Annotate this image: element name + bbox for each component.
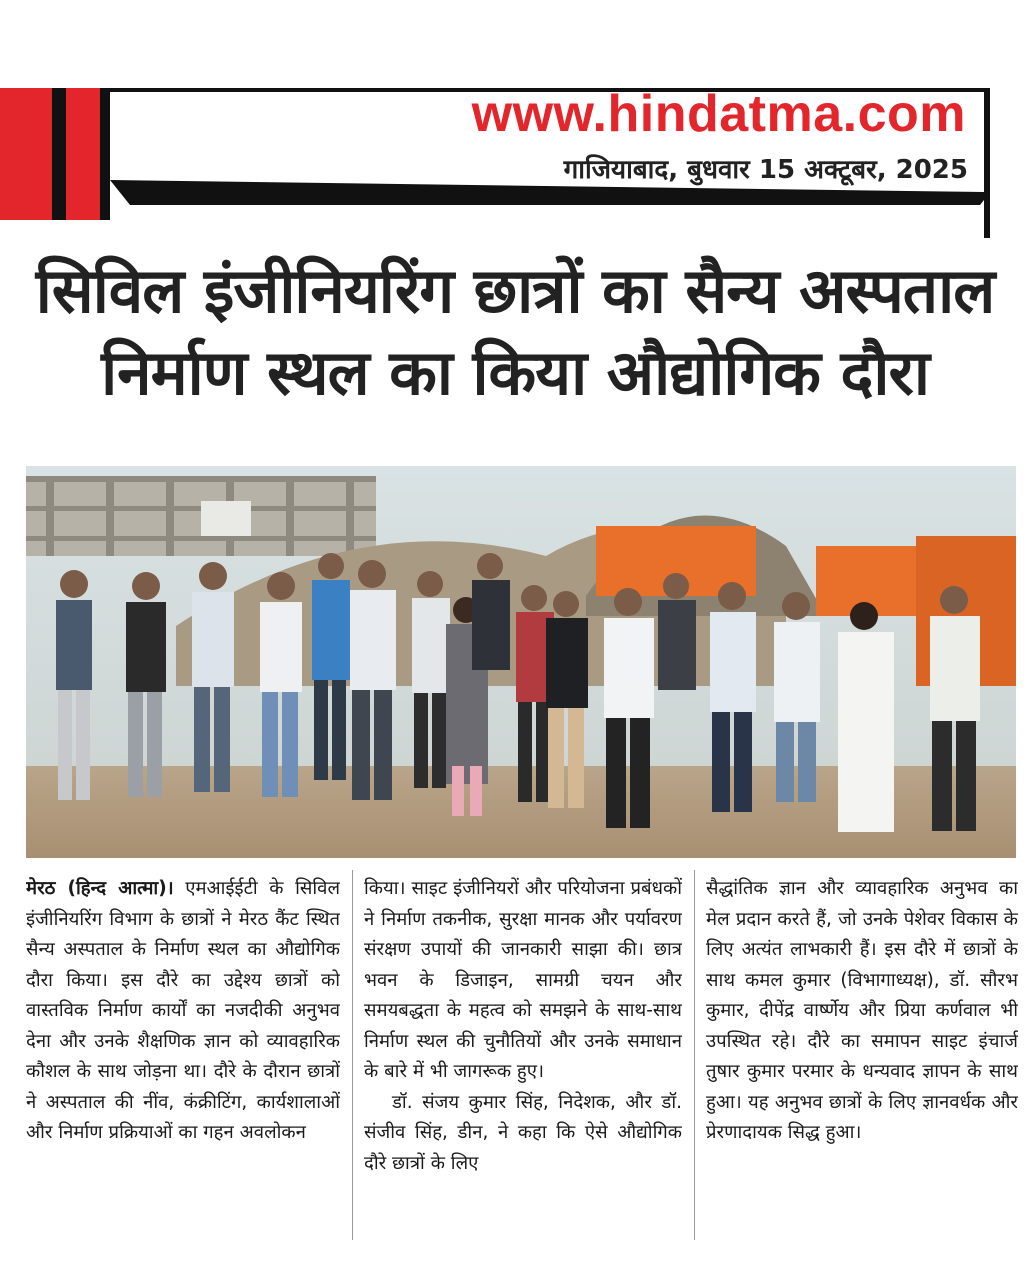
article-paragraph	[26, 874, 340, 1149]
headline-line-2: निर्माण स्थल का किया औद्योगिक दौरा	[101, 336, 929, 409]
group-photo-illustration	[26, 466, 1016, 858]
article-text: एमआईईटी के सिविल इंजीनियरिंग विभाग के छात्रों ने मेरठ कैंट स्थित सैन्य अस्पताल के निर्माण स्थल का औद्योगिक दौरा किया। इस दौरे का उद्देश्य छात्रों को वास्तविक निर्माण कार्यों का नजदीकी अनुभव देना और उनके शैक्षणिक ज्ञान को व्यावहारिक कौशल के साथ जोड़ना था। दौरे के दौरान छात्रों ने अस्पताल की नींव, कंक्रीटिंग, कार्यशालाओं और निर्माण प्रक्रियाओं का गहन अवलोकन	[26, 878, 340, 1143]
article-paragraph: किया। साइट इंजीनियरों और परियोजना प्रबंधकों ने निर्माण तकनीक, सुरक्षा मानक और पर्यावरण संरक्षण उपायों की जानकारी साझा की। छात्र भवन के डिजाइन, सामग्री चयन और समयबद्धता के महत्व को समझने के साथ-साथ निर्माण स्थल की चुनौतियों और उनके समाधान के बारे में भी जागरूक हुए।	[364, 878, 682, 1082]
masthead-red-bar	[66, 88, 100, 220]
masthead-black-bar-2	[100, 88, 110, 220]
article-paragraph: डॉ. संजय कुमार सिंह, निदेशक, और डॉ. संजीव सिंह, डीन, ने कहा कि ऐसे औद्योगिक दौरे छात्रों के लिए	[364, 1091, 682, 1174]
article-column-3	[706, 874, 1018, 1240]
article-dateline: मेरठ (हिन्द आत्मा)।	[26, 878, 174, 899]
article-headline	[20, 250, 1010, 414]
article-column-2	[364, 874, 682, 1240]
article-photo	[26, 466, 1016, 858]
masthead-red-block	[0, 88, 52, 220]
article-paragraph: सैद्धांतिक ज्ञान और व्यावहारिक अनुभव का मेल प्रदान करते हैं, जो उनके पेशेवर विकास के लिए अत्यंत लाभकारी हैं। इस दौरे में छात्रों के साथ कमल कुमार (विभागाध्यक्ष), डॉ. सौरभ कुमार, दीपेंद्र वार्ष्णेय और प्रिया कर्णवाल भी उपस्थित रहे। दौरे का समापन साइट इंचार्ज तुषार कुमार परमार के धन्यवाद ज्ञापन के साथ हुआ। यह अनुभव छात्रों के लिए ज्ञानवर्धक और प्रेरणादायक सिद्ध हुआ।	[706, 878, 1018, 1143]
column-rule	[694, 870, 695, 1240]
masthead-black-bar	[52, 88, 66, 220]
column-rule	[352, 870, 353, 1240]
headline-line-1: सिविल इंजीनियरिंग छात्रों का सैन्य अस्पताल	[35, 254, 995, 327]
article-column-1	[26, 874, 340, 1240]
site-url[interactable]: www.hindatma.com	[471, 85, 966, 143]
edition-dateline: गाजियाबाद, बुधवार 15 अक्टूबर, 2025	[563, 155, 968, 185]
